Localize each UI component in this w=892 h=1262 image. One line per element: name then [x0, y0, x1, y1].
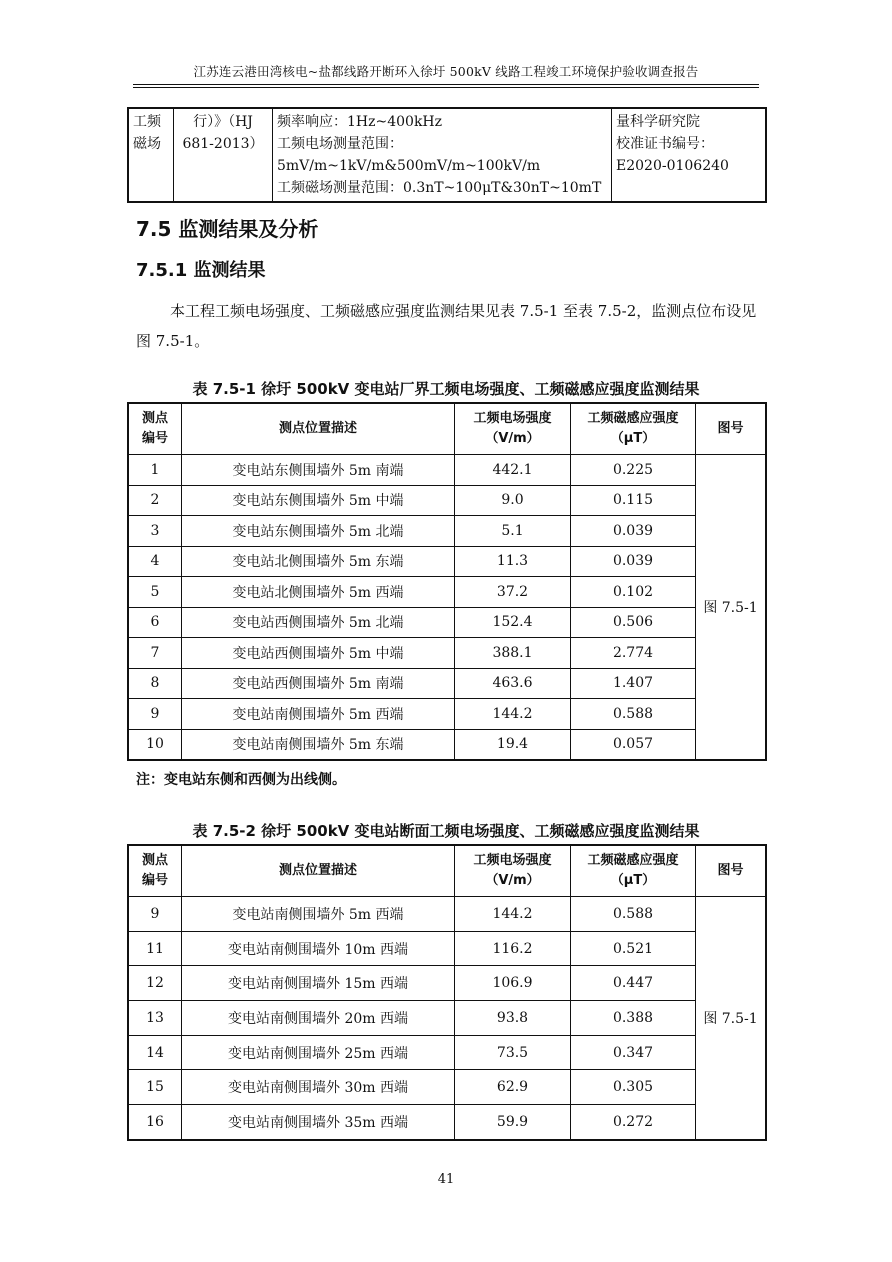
table-header-row [128, 845, 766, 897]
description-cell: 变电站北侧围墙外 5m 西端 [182, 577, 455, 608]
description-cell: 变电站南侧围墙外 30m 西端 [182, 1070, 455, 1105]
magnetic-induction-cell: 0.039 [571, 516, 696, 547]
table-row [128, 1105, 766, 1140]
standard-cell: 行）》（HJ 681-2013） [174, 108, 273, 202]
table-row [128, 485, 766, 516]
header-description: 测点位置描述 [182, 403, 455, 455]
table2-caption: 表 7.5-2 徐圩 500kV 变电站断面工频电场强度、工频磁感应强度监测结果 [192, 822, 700, 840]
description-cell: 变电站南侧围墙外 15m 西端 [182, 966, 455, 1001]
point-id-cell: 4 [128, 546, 182, 577]
section-heading-7-5: 7.5 监测结果及分析 [136, 217, 319, 241]
spec-cell: 频率响应：1Hz~400kHz 工频电场测量范围： 5mV/m~1kV/m&500mV/m~100kV/m 工频磁场测量范围：0.3nT~100μT&30nT~10mT [273, 108, 612, 202]
body-paragraph: 本工程工频电场强度、工频磁感应强度监测结果见表 7.5-1 至表 7.5-2，监测点位布设见图 7.5-1。 [136, 302, 757, 350]
point-id-cell: 12 [128, 966, 182, 1001]
header-figure: 图号 [696, 845, 767, 897]
table-row [128, 108, 766, 202]
description-cell: 变电站东侧围墙外 5m 南端 [182, 455, 455, 486]
electric-field-cell: 9.0 [455, 485, 571, 516]
header-rule-thin [133, 87, 759, 88]
electric-field-cell: 59.9 [455, 1105, 571, 1140]
header-rule-thick [133, 84, 759, 85]
table-row [128, 577, 766, 608]
running-header: 江苏连云港田湾核电~盐都线路开断环入徐圩 500kV 线路工程竣工环境保护验收调查报告 [193, 64, 699, 79]
magnetic-induction-cell: 0.057 [571, 729, 696, 760]
point-id-cell: 5 [128, 577, 182, 608]
electric-field-cell: 144.2 [455, 699, 571, 730]
magnetic-induction-cell: 0.305 [571, 1070, 696, 1105]
figure-ref-cell: 图 7.5-1 [696, 455, 767, 761]
magnetic-induction-cell: 0.225 [571, 455, 696, 486]
section-heading-7-5-1: 7.5.1 监测结果 [136, 260, 266, 281]
header-point-id: 测点 编号 [128, 845, 182, 897]
instrument-table-continuation [127, 107, 767, 203]
electric-field-cell: 62.9 [455, 1070, 571, 1105]
table-row [128, 455, 766, 486]
electric-field-cell: 11.3 [455, 546, 571, 577]
magnetic-induction-cell: 1.407 [571, 668, 696, 699]
table-row [128, 699, 766, 730]
table-header-row [128, 403, 766, 455]
table-row [128, 516, 766, 547]
description-cell: 变电站南侧围墙外 5m 西端 [182, 897, 455, 932]
table-row [128, 607, 766, 638]
figure-ref-cell: 图 7.5-1 [696, 897, 767, 1140]
point-id-cell: 2 [128, 485, 182, 516]
electric-field-cell: 442.1 [455, 455, 571, 486]
table-row [128, 931, 766, 966]
description-cell: 变电站东侧围墙外 5m 中端 [182, 485, 455, 516]
table-row [128, 1035, 766, 1070]
table-row [128, 1001, 766, 1036]
description-cell: 变电站东侧围墙外 5m 北端 [182, 516, 455, 547]
point-id-cell: 14 [128, 1035, 182, 1070]
electric-field-cell: 152.4 [455, 607, 571, 638]
point-id-cell: 7 [128, 638, 182, 669]
table1-note: 注：变电站东侧和西侧为出线侧。 [136, 772, 346, 788]
magnetic-induction-cell: 0.115 [571, 485, 696, 516]
table1-boundary-results [127, 402, 767, 761]
description-cell: 变电站西侧围墙外 5m 南端 [182, 668, 455, 699]
header-figure: 图号 [696, 403, 767, 455]
header-electric-field: 工频电场强度 （V/m） [455, 845, 571, 897]
magnetic-induction-cell: 2.774 [571, 638, 696, 669]
electric-field-cell: 37.2 [455, 577, 571, 608]
description-cell: 变电站南侧围墙外 10m 西端 [182, 931, 455, 966]
table-row [128, 668, 766, 699]
point-id-cell: 13 [128, 1001, 182, 1036]
page-number: 41 [437, 1172, 455, 1187]
point-id-cell: 16 [128, 1105, 182, 1140]
point-id-cell: 10 [128, 729, 182, 760]
table2-section-results [127, 844, 767, 1141]
description-cell: 变电站南侧围墙外 20m 西端 [182, 1001, 455, 1036]
description-cell: 变电站西侧围墙外 5m 北端 [182, 607, 455, 638]
electric-field-cell: 388.1 [455, 638, 571, 669]
magnetic-induction-cell: 0.588 [571, 699, 696, 730]
description-cell: 变电站北侧围墙外 5m 东端 [182, 546, 455, 577]
electric-field-cell: 106.9 [455, 966, 571, 1001]
header-magnetic-induction: 工频磁感应强度 （μT） [571, 403, 696, 455]
header-electric-field: 工频电场强度 （V/m） [455, 403, 571, 455]
point-id-cell: 9 [128, 897, 182, 932]
header-point-id: 测点 编号 [128, 403, 182, 455]
magnetic-induction-cell: 0.588 [571, 897, 696, 932]
table-row [128, 729, 766, 760]
magnetic-induction-cell: 0.388 [571, 1001, 696, 1036]
electric-field-cell: 116.2 [455, 931, 571, 966]
header-magnetic-induction: 工频磁感应强度 （μT） [571, 845, 696, 897]
point-id-cell: 11 [128, 931, 182, 966]
magnetic-induction-cell: 0.347 [571, 1035, 696, 1070]
electric-field-cell: 19.4 [455, 729, 571, 760]
table-row [128, 897, 766, 932]
description-cell: 变电站西侧围墙外 5m 中端 [182, 638, 455, 669]
magnetic-induction-cell: 0.272 [571, 1105, 696, 1140]
description-cell: 变电站南侧围墙外 35m 西端 [182, 1105, 455, 1140]
point-id-cell: 15 [128, 1070, 182, 1105]
description-cell: 变电站南侧围墙外 5m 东端 [182, 729, 455, 760]
electric-field-cell: 93.8 [455, 1001, 571, 1036]
item-cell: 工频 磁场 [128, 108, 174, 202]
magnetic-induction-cell: 0.102 [571, 577, 696, 608]
point-id-cell: 9 [128, 699, 182, 730]
magnetic-induction-cell: 0.506 [571, 607, 696, 638]
header-description: 测点位置描述 [182, 845, 455, 897]
table-row [128, 966, 766, 1001]
description-cell: 变电站南侧围墙外 25m 西端 [182, 1035, 455, 1070]
description-cell: 变电站南侧围墙外 5m 西端 [182, 699, 455, 730]
electric-field-cell: 73.5 [455, 1035, 571, 1070]
table-row [128, 638, 766, 669]
magnetic-induction-cell: 0.521 [571, 931, 696, 966]
electric-field-cell: 144.2 [455, 897, 571, 932]
calibration-cell: 量科学研究院 校准证书编号： E2020-0106240 [612, 108, 767, 202]
table-row [128, 546, 766, 577]
table-row [128, 1070, 766, 1105]
point-id-cell: 3 [128, 516, 182, 547]
magnetic-induction-cell: 0.447 [571, 966, 696, 1001]
electric-field-cell: 463.6 [455, 668, 571, 699]
point-id-cell: 8 [128, 668, 182, 699]
table1-caption: 表 7.5-1 徐圩 500kV 变电站厂界工频电场强度、工频磁感应强度监测结果 [192, 380, 700, 398]
magnetic-induction-cell: 0.039 [571, 546, 696, 577]
point-id-cell: 6 [128, 607, 182, 638]
electric-field-cell: 5.1 [455, 516, 571, 547]
point-id-cell: 1 [128, 455, 182, 486]
